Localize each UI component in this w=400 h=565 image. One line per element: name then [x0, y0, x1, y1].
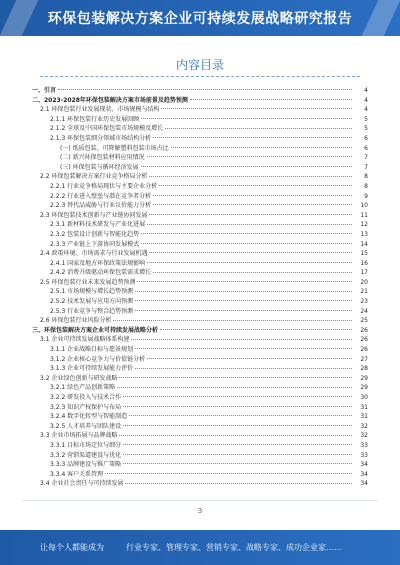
toc-entry-page: 14 [360, 240, 368, 248]
toc-entry[interactable] [32, 153, 368, 163]
toc-leader-dots [149, 252, 352, 253]
toc-entry-label: 3.2.4 数字化转型与智能制造 [50, 413, 128, 421]
toc-entry-label: 3.2.1 绿色产品创新策略 [50, 384, 116, 392]
header-accent-right [362, 0, 400, 36]
footer-roles-text: 行业专家、管理专家、营销专家、战略专家、成功企业家…… [126, 543, 342, 552]
toc-entry-label: (三) 环保包装与循环经济发展 [60, 163, 139, 171]
toc-entry-page: 34 [360, 480, 368, 488]
toc-leader-dots [119, 377, 352, 378]
toc-entry-label: 2.5.1 市场规模与增长趋势预测 [50, 288, 134, 296]
toc-entry[interactable] [32, 230, 368, 240]
toc-leader-dots [135, 300, 352, 301]
toc-entry-label: 3.1.1 企业战略目标与愿景规划 [50, 346, 134, 354]
toc-entry-page: 34 [360, 461, 368, 469]
toc-entry-page: 4 [364, 106, 368, 114]
toc-entry-page: 16 [360, 259, 368, 267]
toc-leader-dots [135, 368, 352, 369]
toc-entry-label: 2.4.2 消费升级驱动环保包装需求增长 [50, 269, 152, 277]
toc-entry-label: 2.5.3 行业竞争与整合趋势预测 [50, 307, 134, 315]
toc-leader-dots [123, 406, 352, 407]
toc-entry-label: 2.1.1 环保包装行业历史发展回顾 [50, 115, 140, 123]
toc-leader-dots [135, 310, 352, 311]
toc-leader-dots [147, 224, 352, 225]
toc-entry-page: 15 [360, 250, 368, 258]
footer-divider [22, 500, 378, 501]
toc-entry-page: 29 [360, 374, 368, 382]
toc-entry-page: 25 [360, 317, 368, 325]
toc-leader-dots [117, 387, 352, 388]
toc-entry[interactable] [32, 268, 368, 278]
toc-leader-dots [147, 262, 352, 263]
toc-entry-page: 31 [360, 413, 368, 421]
toc-entry-page: 7 [364, 154, 368, 162]
toc-entry[interactable] [32, 124, 368, 134]
toc-entry-label: 2.2.1 行业竞争格局现状与主要企业分析 [50, 182, 158, 190]
toc-entry[interactable] [32, 220, 368, 230]
toc-entry[interactable] [32, 134, 368, 144]
toc-entry-page: 4 [364, 87, 368, 94]
toc-leader-dots [153, 137, 352, 138]
toc-entry[interactable] [32, 105, 368, 115]
toc-entry[interactable] [32, 441, 368, 451]
table-of-contents [32, 86, 368, 489]
toc-entry-page: 6 [364, 134, 368, 142]
footer-cta-text: 让每个人都能成为 [40, 543, 104, 552]
toc-entry[interactable] [32, 172, 368, 182]
toc-leader-dots [131, 339, 352, 340]
toc-leader-dots [123, 425, 352, 426]
toc-leader-dots [141, 233, 352, 234]
toc-entry[interactable] [32, 307, 368, 317]
toc-entry-page: 7 [364, 163, 368, 171]
toc-leader-dots [165, 128, 352, 129]
toc-entry-label: 2.6 环保包装行业风险分析 [40, 317, 112, 325]
toc-entry-label: 2.1.3 环保包装细分领域市场结构分析 [50, 134, 152, 142]
toc-entry[interactable] [32, 383, 368, 393]
toc-entry-label: 3.2.2 研发投入与技术合作 [50, 394, 122, 401]
toc-entry-page: 27 [360, 355, 368, 363]
toc-entry-label: (二) 新兴环保包装材料应用情况 [60, 154, 145, 162]
toc-entry-label: 3.1.3 企业可持续发展能力评价 [50, 365, 134, 373]
toc-leader-dots [123, 454, 352, 455]
toc-entry-label: 2.3 环保包装技术创新与产业链协同发展 [40, 211, 148, 219]
toc-entry-label: (一) 纸质包装、可降解塑料包装市场占比 [60, 144, 169, 152]
toc-entry-page: 23 [360, 298, 368, 306]
toc-leader-dots [135, 291, 352, 292]
toc-entry-label: 2.3.1 新材料技术研发与产业化进展 [50, 221, 146, 229]
toc-entry[interactable] [32, 393, 368, 403]
toc-entry[interactable] [32, 115, 368, 125]
toc-leader-dots [159, 185, 352, 186]
toc-entry-label: 2.2.3 替代品威胁与行业议价能力分析 [50, 202, 152, 210]
toc-entry-label: 2.4.1 国家及地方环保政策法规影响 [50, 259, 146, 267]
toc-entry[interactable] [32, 470, 368, 480]
toc-entry-page: 11 [360, 211, 368, 219]
toc-entry-page: 34 [360, 470, 368, 478]
toc-leader-dots [149, 176, 352, 177]
toc-leader-dots [135, 348, 352, 349]
toc-entry-page: 20 [360, 278, 368, 286]
toc-entry[interactable] [32, 422, 368, 432]
toc-entry-label: 2.1 环保包装行业发展现状、市场规模与结构 [40, 106, 160, 114]
toc-entry-page: 30 [360, 394, 368, 401]
toc-leader-dots [125, 483, 352, 484]
toc-entry[interactable] [32, 479, 368, 489]
toc-leader-dots [147, 156, 352, 157]
toc-entry-page: 8 [364, 182, 368, 190]
toc-leader-dots [113, 320, 352, 321]
toc-entry-page: 4 [364, 96, 368, 104]
toc-entry[interactable] [32, 163, 368, 173]
toc-leader-dots [105, 473, 352, 474]
toc-entry[interactable] [32, 374, 368, 384]
toc-entry-page: 10 [360, 202, 368, 210]
toc-entry-page: 17 [360, 269, 368, 277]
toc-entry-page: 5 [364, 115, 368, 123]
toc-entry-page: 32 [360, 422, 368, 430]
toc-entry-label: 3.2.3 知识产权保护与布局 [50, 403, 122, 411]
toc-entry[interactable] [32, 355, 368, 365]
report-title: 环保包装解决方案企业可持续发展战略研究报告 [47, 11, 353, 27]
toc-entry-label: 3.3.4 客户关系管理 [50, 470, 104, 478]
toc-entry-label: 3.3.2 营销渠道建设与优化 [50, 451, 122, 459]
toc-entry-label: 2.2.2 行业进入壁垒与潜在竞争者分析 [50, 192, 152, 200]
toc-entry[interactable] [32, 240, 368, 250]
toc-entry-page: 32 [360, 432, 368, 440]
toc-entry[interactable] [32, 451, 368, 461]
toc-entry-label: 2.3.3 产业链上下游协同发展模式 [50, 240, 140, 248]
toc-leader-dots [141, 243, 352, 244]
toc-entry[interactable] [32, 144, 368, 154]
toc-entry[interactable] [32, 326, 368, 336]
toc-entry[interactable] [32, 182, 368, 192]
toc-leader-dots [153, 272, 352, 273]
toc-entry-label: 2.5 环保包装行业未来发展趋势预测 [40, 278, 136, 286]
toc-leader-dots [119, 435, 352, 436]
toc-entry-label: 三、环保包装解决方案企业可持续发展战略分析 [32, 326, 159, 334]
toc-leader-dots [129, 415, 352, 416]
toc-entry-page: 31 [360, 403, 368, 411]
toc-entry-label: 3.1 企业可持续发展战略体系构建 [40, 336, 130, 344]
toc-entry[interactable] [32, 96, 368, 106]
toc-entry[interactable] [32, 345, 368, 355]
toc-entry-label: 3.3.3 品牌建设与推广策略 [50, 461, 122, 469]
toc-entry[interactable] [32, 86, 368, 96]
toc-leader-dots [123, 444, 352, 445]
toc-leader-dots [160, 329, 352, 330]
toc-entry[interactable] [32, 192, 368, 202]
toc-entry[interactable] [32, 403, 368, 413]
toc-entry-label: 3.2 企业绿色创新与研发战略 [40, 374, 118, 382]
toc-entry-page: 6 [364, 144, 368, 152]
toc-entry-page: 28 [360, 365, 368, 373]
toc-entry-label: 2.3.2 包装设计创新与智能化趋势 [50, 230, 140, 238]
toc-entry-label: 2.5.2 技术发展与应用方向预测 [50, 298, 134, 306]
page-number: 3 [197, 507, 203, 515]
toc-leader-dots [161, 108, 352, 109]
toc-leader-dots [153, 204, 352, 205]
toc-leader-dots [58, 89, 352, 90]
toc-leader-dots [123, 463, 352, 464]
toc-entry[interactable] [32, 201, 368, 211]
toc-entry-page: 33 [360, 441, 368, 449]
toc-leader-dots [147, 358, 352, 359]
toc-entry-label: 3.1.2 企业核心竞争力与价值链分析 [50, 355, 146, 363]
toc-entry-label: 3.3 企业市场拓展与品牌战略 [40, 432, 118, 440]
promo-footer-banner [0, 530, 400, 565]
toc-entry-label: 2.4 政策环境、市场需求与行业发展机遇 [40, 250, 148, 258]
report-header-banner [0, 0, 400, 36]
toc-entry-page: 9 [364, 192, 368, 200]
toc-entry[interactable] [32, 297, 368, 307]
toc-leader-dots [137, 281, 352, 282]
toc-entry[interactable] [32, 412, 368, 422]
toc-entry-page: 26 [360, 346, 368, 354]
toc-entry-page: 8 [364, 173, 368, 181]
toc-entry[interactable] [32, 460, 368, 470]
toc-entry-page: 29 [360, 384, 368, 392]
toc-leader-dots [141, 118, 352, 119]
toc-entry[interactable] [32, 259, 368, 269]
toc-entry-page: 5 [364, 125, 368, 133]
toc-entry[interactable] [32, 431, 368, 441]
toc-entry-page: 33 [360, 451, 368, 459]
toc-entry-label: 3.4 企业社会责任与可持续发展 [40, 480, 124, 488]
header-accent-left [0, 0, 38, 36]
toc-leader-dots [190, 99, 352, 100]
toc-entry[interactable] [32, 364, 368, 374]
toc-entry-label: 二、2023-2028年环保包装解决方案市场前景及趋势预测 [32, 96, 188, 104]
toc-entry-page: 26 [360, 336, 368, 344]
toc-entry-page: 21 [360, 288, 368, 296]
toc-entry[interactable] [32, 249, 368, 259]
toc-entry-page: 24 [360, 307, 368, 315]
toc-leader-dots [141, 166, 352, 167]
toc-entry[interactable] [32, 211, 368, 221]
toc-leader-dots [171, 147, 352, 148]
toc-leader-dots [123, 396, 352, 397]
toc-entry-label: 2.2 环保包装解决方案行业竞争格局分析 [40, 173, 148, 181]
toc-leader-dots [149, 214, 352, 215]
toc-entry-page: 13 [360, 230, 368, 238]
toc-entry-label: 一、引言 [32, 87, 57, 94]
toc-entry[interactable] [32, 316, 368, 326]
toc-entry-page: 26 [360, 326, 368, 334]
toc-leader-dots [153, 195, 352, 196]
toc-heading: 内容目录 [175, 58, 224, 72]
toc-entry-label: 3.3.1 目标市场定位与细分 [50, 441, 122, 449]
toc-entry-label: 2.1.2 全球及中国环保包装市场规模及增长 [50, 125, 164, 133]
toc-entry-page: 12 [360, 221, 368, 229]
toc-entry[interactable] [32, 335, 368, 345]
toc-entry-label: 3.2.5 人才培养与团队建设 [50, 422, 122, 430]
toc-entry[interactable] [32, 278, 368, 288]
toc-entry[interactable] [32, 287, 368, 297]
toc-divider [40, 76, 360, 77]
